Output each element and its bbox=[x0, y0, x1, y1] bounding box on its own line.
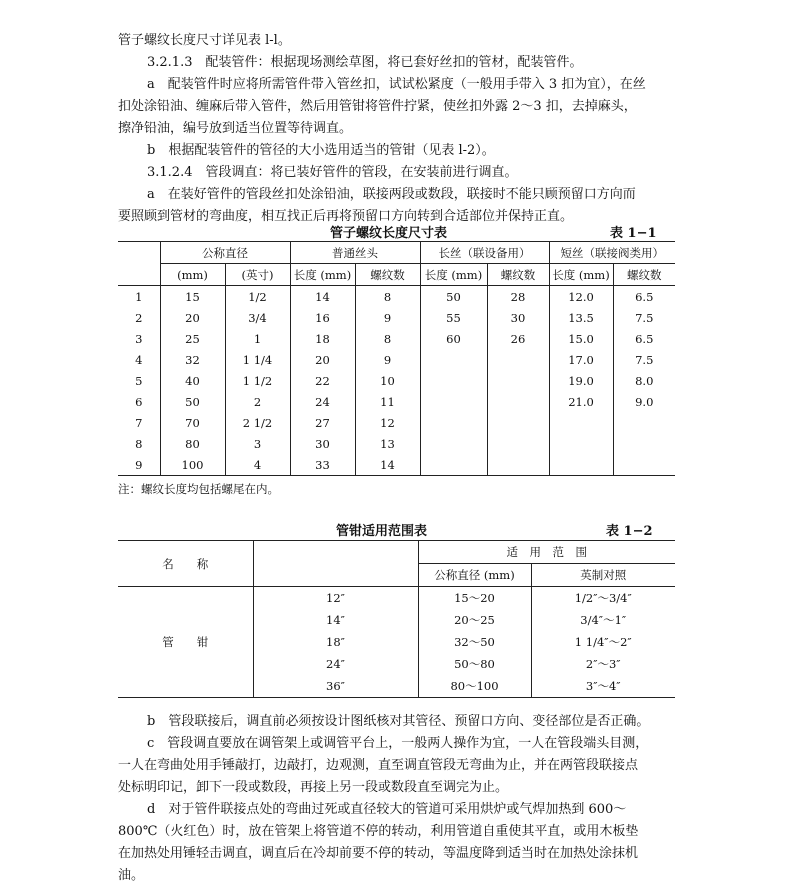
table1-cell: 55 bbox=[420, 307, 487, 328]
table1-cell: 80 bbox=[160, 433, 225, 454]
table1-group-header-row bbox=[118, 242, 675, 264]
table1-cell: 12.0 bbox=[549, 286, 613, 308]
table-row bbox=[118, 587, 675, 610]
table1-cell: 13 bbox=[355, 433, 420, 454]
table1-cell: 3 bbox=[225, 433, 290, 454]
table1-cell: 13.5 bbox=[549, 307, 613, 328]
table1-cell: 30 bbox=[487, 307, 549, 328]
table1-cell: 28 bbox=[487, 286, 549, 308]
table2-cell: 12″ bbox=[253, 587, 418, 610]
paragraph-a2-line1: a 在装好管件的管段丝扣处涂铅油，联接两段或数段，联接时不能只顾预留口方向而 bbox=[147, 187, 636, 202]
table1-cell: 24 bbox=[290, 391, 355, 412]
table2-cell: 36″ bbox=[253, 675, 418, 698]
table2-caption: 管钳适用范围表 bbox=[336, 524, 428, 539]
table1-cell: 26 bbox=[487, 328, 549, 349]
table1-cell: 12 bbox=[355, 412, 420, 433]
table2-header-row bbox=[118, 541, 675, 564]
paragraph-d-line2: 800℃（火红色）时，放在管架上将管道不停的转动，利用管道自重使其平直，或用木板垫 bbox=[118, 824, 639, 839]
table1-cell bbox=[420, 433, 487, 454]
table1-cell: 3/4 bbox=[225, 307, 290, 328]
table1-cell: 30 bbox=[290, 433, 355, 454]
paragraph-c-line1: c 管段调直要放在调管架上或调管平台上，一般两人操作为宜，一人在管段端头目测， bbox=[147, 736, 649, 751]
paragraph-d-line4: 油。 bbox=[118, 868, 145, 883]
table1-cell: 6 bbox=[135, 394, 143, 409]
table1-note: 注：螺纹长度均包括螺尾在内。 bbox=[118, 482, 279, 496]
table1-subheader-short-length: 长度 (mm) bbox=[549, 264, 613, 286]
table1-cell bbox=[420, 412, 487, 433]
table1-cell: 16 bbox=[290, 307, 355, 328]
table1-cell: 1/2 bbox=[225, 286, 290, 308]
table1-cell: 9 bbox=[135, 457, 143, 472]
paragraph-a-line3: 擦净铅油，编号放到适当位置等待调直。 bbox=[118, 121, 353, 136]
pipe-wrench-range-table bbox=[118, 540, 675, 698]
table1-cell: 14 bbox=[355, 454, 420, 476]
table1-cell: 9 bbox=[355, 349, 420, 370]
table1-cell: 7 bbox=[135, 415, 143, 430]
table2-cell: 32～50 bbox=[418, 631, 531, 653]
table1-header-nominal: 公称直径 bbox=[160, 242, 290, 264]
table1-cell: 33 bbox=[290, 454, 355, 476]
table1-cell: 8 bbox=[135, 436, 143, 451]
table-row bbox=[118, 328, 675, 349]
table1-cell: 2 1/2 bbox=[225, 412, 290, 433]
table2-cell: 3/4″～1″ bbox=[531, 609, 675, 631]
table-row bbox=[118, 433, 675, 454]
table1-cell: 8 bbox=[355, 286, 420, 308]
table1-cell: 60 bbox=[420, 328, 487, 349]
table1-cell: 1 bbox=[135, 289, 143, 304]
table1-cell: 9.0 bbox=[613, 391, 675, 412]
table2-size-header bbox=[253, 541, 418, 587]
table1-cell: 8.0 bbox=[613, 370, 675, 391]
paragraph-d-line3: 在加热处用锤轻击调直，调直后在冷却前要不停的转动，等温度降到适当时在加热处涂抹机 bbox=[118, 846, 639, 861]
table1-cell: 14 bbox=[290, 286, 355, 308]
table2-cell: 24″ bbox=[253, 653, 418, 675]
table1-cell: 1 bbox=[225, 328, 290, 349]
section-3-1-2-4: 3.1.2.4 管段调直：将已装好管件的管段，在安装前进行调直。 bbox=[147, 165, 518, 180]
paragraph-a2-line2: 要照顾到管材的弯曲度，相互找正后再将预留口方向转到合适部位并保持正直。 bbox=[118, 209, 574, 224]
table-row bbox=[118, 370, 675, 391]
table1-cell: 70 bbox=[160, 412, 225, 433]
table2-body bbox=[118, 587, 675, 698]
table1-cell: 2 bbox=[225, 391, 290, 412]
table1-cell bbox=[613, 454, 675, 476]
table1-cell bbox=[549, 454, 613, 476]
paragraph-d-line1: d 对于管件联接点处的弯曲过死或直径较大的管道可采用烘炉或气焊加热到 600～ bbox=[147, 802, 627, 817]
table1-cell: 7.5 bbox=[613, 349, 675, 370]
table1-caption: 管子螺纹长度尺寸表 bbox=[330, 226, 448, 241]
table1-cell: 32 bbox=[160, 349, 225, 370]
table2-cell: 3″～4″ bbox=[531, 675, 675, 698]
table-row bbox=[118, 349, 675, 370]
table1-index-header bbox=[118, 242, 160, 286]
section-3-2-1-3: 3.2.1.3 配装管件：根据现场测绘草图，将已套好丝扣的管材，配装管件。 bbox=[147, 55, 583, 70]
table1-cell bbox=[549, 412, 613, 433]
table1-cell: 15.0 bbox=[549, 328, 613, 349]
table1-cell bbox=[420, 391, 487, 412]
table2-subheader-mm: 公称直径 (mm) bbox=[418, 564, 531, 587]
table1-cell bbox=[487, 454, 549, 476]
table1-cell: 5 bbox=[135, 373, 143, 388]
table1-header-long-thread: 长丝（联设备用） bbox=[420, 242, 549, 264]
table1-cell bbox=[487, 433, 549, 454]
table1-cell bbox=[420, 370, 487, 391]
paragraph-a-line2: 扣处涂铅油、缠麻后带入管件，然后用管钳将管件拧紧，使丝扣外露 2～3 扣，去掉麻头， bbox=[118, 99, 637, 114]
table1-cell: 21.0 bbox=[549, 391, 613, 412]
table2-cell: 2″～3″ bbox=[531, 653, 675, 675]
table2-cell: 1/2″～3/4″ bbox=[531, 587, 675, 610]
table1-sub-header-row bbox=[118, 264, 675, 286]
table1-cell bbox=[487, 349, 549, 370]
table2-cell: 1 1/4″～2″ bbox=[531, 631, 675, 653]
table1-cell: 6.5 bbox=[613, 286, 675, 308]
table1-cell: 50 bbox=[160, 391, 225, 412]
table1-cell: 10 bbox=[355, 370, 420, 391]
table1-cell: 18 bbox=[290, 328, 355, 349]
table1-cell bbox=[420, 349, 487, 370]
table-row bbox=[118, 454, 675, 476]
table2-range-header: 适 用 范 围 bbox=[418, 541, 675, 564]
table1-cell: 22 bbox=[290, 370, 355, 391]
table2-cell: 20～25 bbox=[418, 609, 531, 631]
table1-cell: 27 bbox=[290, 412, 355, 433]
table1-subheader-normal-length: 长度 (mm) bbox=[290, 264, 355, 286]
table2-subheader-inch: 英制对照 bbox=[531, 564, 675, 587]
table1-subheader-inch: (英寸) bbox=[225, 264, 290, 286]
table1-cell: 19.0 bbox=[549, 370, 613, 391]
table1-cell: 17.0 bbox=[549, 349, 613, 370]
table2-cell: 50～80 bbox=[418, 653, 531, 675]
table2-cell: 18″ bbox=[253, 631, 418, 653]
table1-cell bbox=[613, 433, 675, 454]
table1-cell: 40 bbox=[160, 370, 225, 391]
table1-cell: 1 1/2 bbox=[225, 370, 290, 391]
table1-cell bbox=[487, 370, 549, 391]
paragraph-b: b 根据配装管件的管径的大小选用适当的管钳（见表 l-2）。 bbox=[147, 143, 495, 158]
paragraph-b2: b 管段联接后，调直前必须按设计图纸核对其管径、预留口方向、变径部位是否正确。 bbox=[147, 714, 650, 729]
table1-cell: 1 1/4 bbox=[225, 349, 290, 370]
table-row bbox=[118, 412, 675, 433]
table1-cell: 11 bbox=[355, 391, 420, 412]
paragraph-a-line1: a 配装管件时应将所需管件带入管丝扣，试试松紧度（一般用手带入 3 扣为宜），在丝 bbox=[147, 77, 646, 92]
table1-cell: 9 bbox=[355, 307, 420, 328]
table2-name-header: 名 称 bbox=[162, 556, 209, 571]
table1-subheader-short-count: 螺纹数 bbox=[613, 264, 675, 286]
table1-header-short-thread: 短丝（联接阀类用） bbox=[549, 242, 675, 264]
table1-cell bbox=[487, 391, 549, 412]
table1-cell: 20 bbox=[290, 349, 355, 370]
table2-cell: 14″ bbox=[253, 609, 418, 631]
table1-cell: 50 bbox=[420, 286, 487, 308]
paragraph-c-line2: 一人在弯曲处用手锤敲打，边敲打，边观测，直至调直管段无弯曲为止，并在两管段联接点 bbox=[118, 758, 639, 773]
table1-cell: 3 bbox=[135, 331, 143, 346]
table1-cell bbox=[549, 433, 613, 454]
table1-cell bbox=[487, 412, 549, 433]
table2-number: 表 1−2 bbox=[606, 524, 653, 539]
table1-header-normal-thread: 普通丝头 bbox=[290, 242, 420, 264]
thread-length-table bbox=[118, 241, 675, 476]
table2-tool-name: 管 钳 bbox=[162, 635, 209, 649]
table1-body bbox=[118, 286, 675, 476]
table2-cell: 80～100 bbox=[418, 675, 531, 698]
paragraph-table-ref: 管子螺纹长度尺寸详见表 l-l。 bbox=[118, 33, 291, 48]
paragraph-c-line3: 处标明印记，卸下一段或数段，再接上另一段或数段直至调完为止。 bbox=[118, 780, 509, 795]
table1-cell: 4 bbox=[225, 454, 290, 476]
table1-subheader-long-count: 螺纹数 bbox=[487, 264, 549, 286]
table1-subheader-normal-count: 螺纹数 bbox=[355, 264, 420, 286]
table1-cell: 25 bbox=[160, 328, 225, 349]
table1-cell: 100 bbox=[160, 454, 225, 476]
table-row bbox=[118, 391, 675, 412]
table1-subheader-long-length: 长度 (mm) bbox=[420, 264, 487, 286]
table2-cell: 15～20 bbox=[418, 587, 531, 610]
table1-cell: 4 bbox=[135, 352, 143, 367]
table1-cell bbox=[420, 454, 487, 476]
table1-cell: 20 bbox=[160, 307, 225, 328]
table1-cell bbox=[613, 412, 675, 433]
table1-cell: 2 bbox=[135, 310, 143, 325]
table-row bbox=[118, 307, 675, 328]
table1-number: 表 1−1 bbox=[610, 226, 657, 241]
table1-subheader-mm: (mm) bbox=[160, 264, 225, 286]
table1-cell: 15 bbox=[160, 286, 225, 308]
table1-cell: 6.5 bbox=[613, 328, 675, 349]
table1-cell: 8 bbox=[355, 328, 420, 349]
table-row bbox=[118, 286, 675, 308]
table1-cell: 7.5 bbox=[613, 307, 675, 328]
